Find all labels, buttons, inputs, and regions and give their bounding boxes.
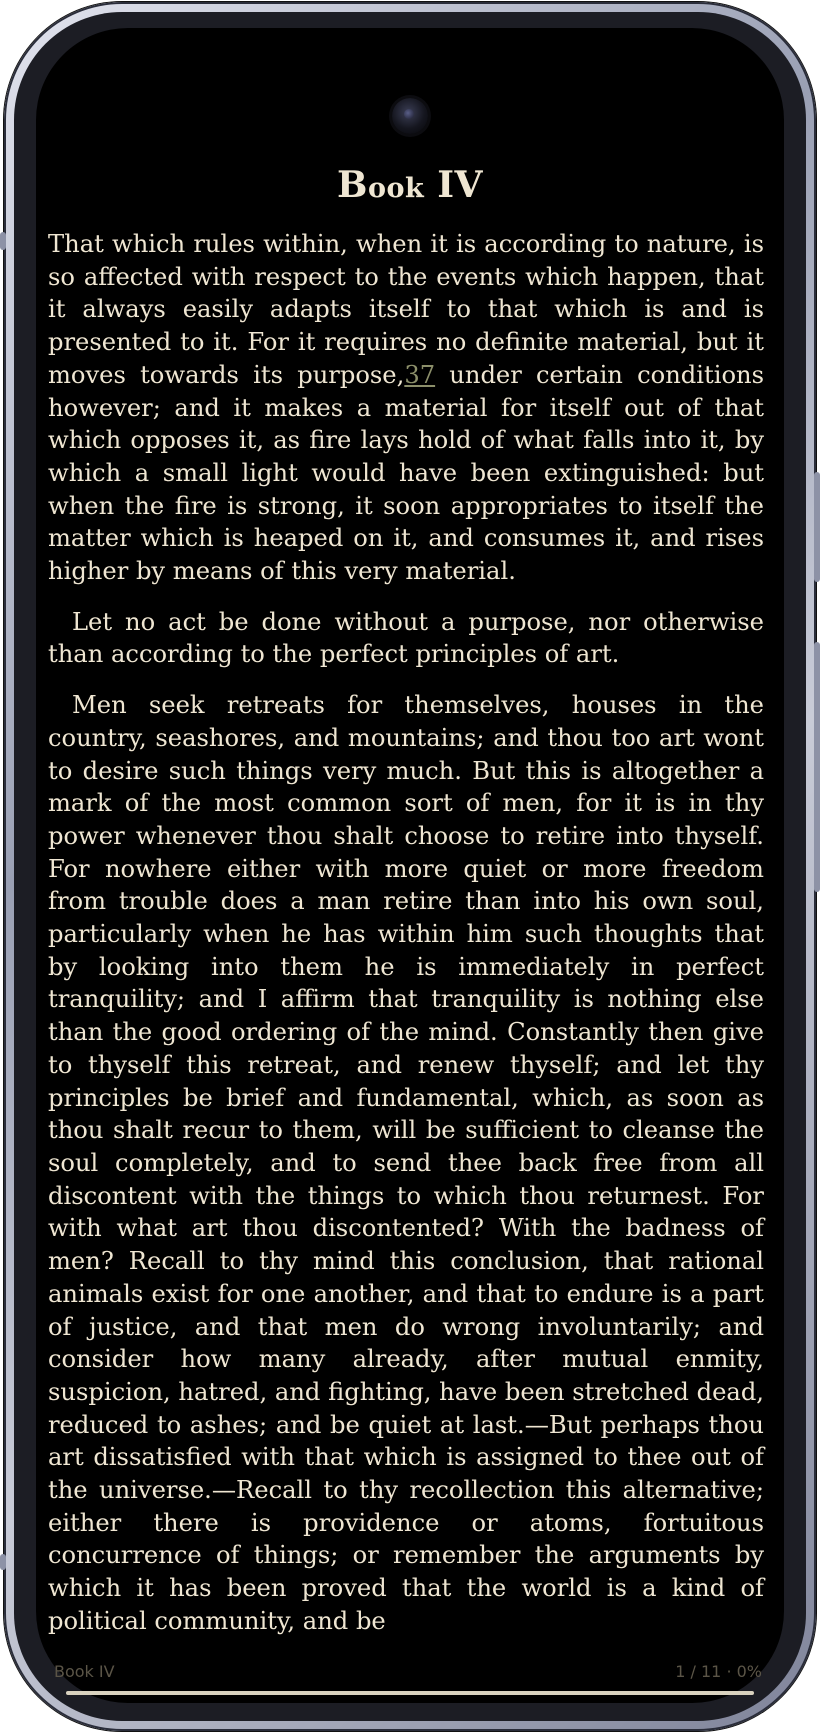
footnote-link[interactable]: 37 bbox=[404, 360, 436, 389]
power-button bbox=[814, 472, 820, 582]
footer-page-position: 1 / 11 · 0% bbox=[675, 1662, 762, 1681]
front-camera-icon bbox=[392, 98, 428, 134]
paragraph-3: Men seek retreats for themselves, houses in the country, seashores, and mountains; and thou too art wont to desire such things very much. But this is altogether a mark of the most common sort of men, for it is in thy power whenever thou shalt choose to retire into thyself. For nowhere either with more quiet or more freedom from trouble does a man retire than into his own soul, particularly when he has within him such thoughts that by looking into them he is immediately in perfect tranquility; and I affirm that tranquility is nothing else than the good ordering of the mind. Constantly then give to thyself this retreat, and renew thyself; and let thy principles be brief and fundamental, which, as soon as thou shalt recur to them, will be sufficient to cleanse the soul completely, and to send thee back free from all discontent with the things to which thou returnest. For with what art thou discontented? With the badness of men? Recall to thy mind this conclusion, that rational animals exist for one another, and that to endure is a part of justice, and that men do wrong involuntarily; and consider how many already, after mutual enmity, suspicion, hatred, and fighting, have been stretched dead, reduced to ashes; and be quiet at last.—But perhaps thou art dissatisfied with that which is assigned to thee out of the universe.—Recall to thy recollection this alternative; either there is providence or atoms, fortuitous concurrence of things; or remember the arguments by which it has been proved that the world is a kind of political community, and be bbox=[48, 691, 764, 1635]
volume-up-button bbox=[0, 1554, 6, 1570]
volume-button bbox=[814, 642, 820, 892]
footer-chapter-label: Book IV bbox=[54, 1662, 115, 1681]
paragraph-2: Let no act be done without a purpose, nor otherwise than according to the perfect principles of art. bbox=[48, 607, 764, 669]
book-text bbox=[48, 228, 764, 1656]
action-button bbox=[0, 232, 6, 250]
reading-progress-bar[interactable] bbox=[66, 1691, 754, 1695]
paragraph-1: That which rules within, when it is according to nature, is so affected with respect to the events which happen, that it always easily adapts itself to that which is and is presented to it. For it requires no definite material, but it moves towards its purpose,37 under certain conditions however; and it makes a material for itself out of that which opposes it, as fire lays hold of what falls into it, by which a small light would have been extinguished: but when the fire is strong, it soon appropriates to itself the matter which is heaped on it, and consumes it, and rises higher by means of this very material. bbox=[48, 230, 764, 586]
chapter-title: Book IV bbox=[337, 164, 483, 206]
